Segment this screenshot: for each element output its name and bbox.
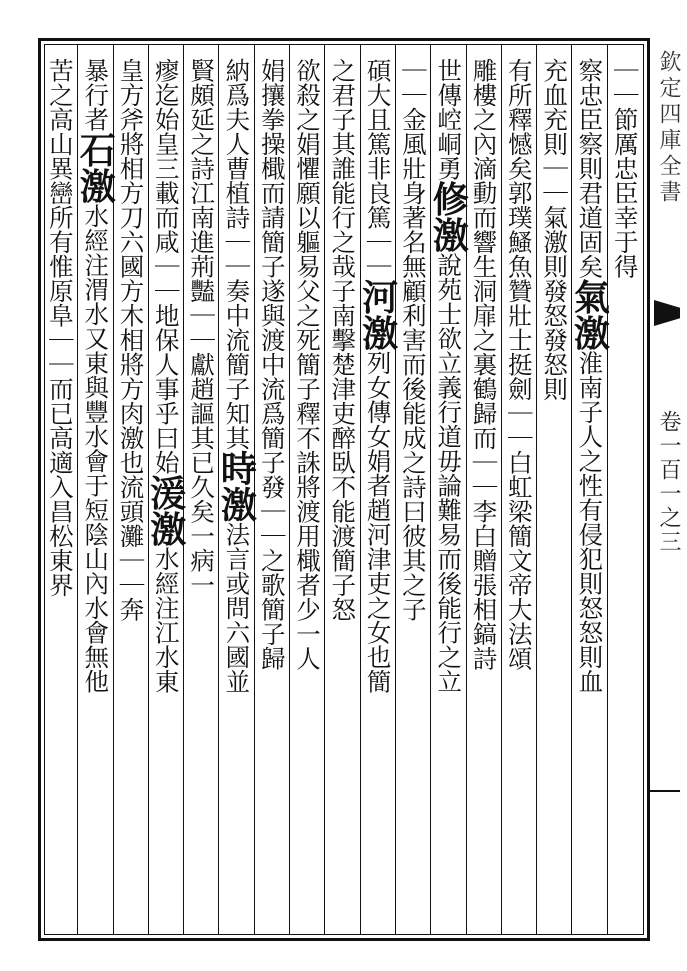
column-text: ｜｜節厲忠臣幸于得 [610,58,640,279]
entry-heading: 石激 [74,131,117,204]
column-text: 皇方斧將相方刀六國方木相將方肉激也 [116,58,146,475]
column-rule [360,45,361,934]
column-rule [571,45,572,934]
column-text: 水經注江水東 [151,546,181,694]
column-text: 其已久矣一病一 [187,425,217,597]
margin-rule [650,790,680,792]
entry-heading: 氣激 [568,278,611,351]
entry-heading: 時激 [215,450,258,522]
column-text: 之君子其誰能行之哉 [328,58,358,279]
column-rule [148,45,149,934]
column-rule [183,45,184,934]
column-rule [395,45,396,934]
column-text: 娟攘拳操檝而請簡子遂與渡中流爲簡子發｜｜之歌簡子歸 [257,58,287,671]
column-text: 世傳崆峒勇 [434,58,464,181]
entry-heading: 河激 [356,278,399,351]
column-text: 察忠臣察則君道固矣 [575,58,605,279]
column-rule [430,45,431,934]
column-text: 身著名無顧利害而後能成之詩曰彼其之子 [398,180,428,622]
column-rule [466,45,467,934]
column-text: 法言或問六國並 [222,522,252,694]
margin-title: 欽定四庫全書 [656,50,681,206]
column-rule [113,45,114,934]
column-text: 列女傳女娟者趙河津吏之女也簡 [363,350,393,694]
margin-volume: 卷一百一之三 [656,410,681,554]
column-text: 納爲夫人曹植詩｜｜奏中流簡子知其 [222,58,252,450]
column-text: 水經注渭水又東與豐水會于短陰山內水會無他 [81,203,111,694]
column-text: 淮南子人之性有侵犯則怒怒則血 [575,350,605,694]
column-text: ｜｜金風壯 [398,58,428,181]
column-rule [536,45,537,934]
column-text: 賢頗延之詩江南進荊豔｜｜獻趙謳 [187,58,217,426]
column-text: 說苑士欲立義行道毋論難易而後能行之立 [434,252,464,694]
column-rule [218,45,219,934]
column-rule [607,45,608,934]
column-rule [324,45,325,934]
column-text: 雕樓之內滴動而響生洞扉之裏鶴歸而｜｜李白贈張相鎬詩 [469,58,499,671]
column-rule [77,45,78,934]
column-text: 子南擊楚津吏醉臥不能渡簡子怒 [328,278,358,622]
column-text: 暴行者 [81,58,111,132]
column-text: 有所釋憾矣郭璞鰠魚贊壯士挺劍｜｜白虹梁簡文帝大法頌 [504,58,534,671]
entry-heading: 湲激 [144,474,187,547]
column-rule [254,45,255,934]
column-text: 充血充則｜｜氣激則發怒發怒則 [540,58,570,401]
column-text: 流頭灘｜｜奔 [116,474,146,622]
column-text: 苦之 [45,58,75,107]
column-text: 高山異巒所有惟原阜｜｜而已高適入昌松東界 [45,107,75,597]
column-text: 碩大且篤非良篤｜｜ [363,58,393,279]
entry-heading: 修激 [427,180,470,253]
column-text: 欲殺之娟懼願以軀易父之死簡子釋不誅將渡用檝者少一人 [293,58,322,671]
column-text: 瘳迄始皇三載而咸｜｜地保人事乎曰始 [151,58,181,475]
column-rule [501,45,502,934]
column-rule [289,45,290,934]
